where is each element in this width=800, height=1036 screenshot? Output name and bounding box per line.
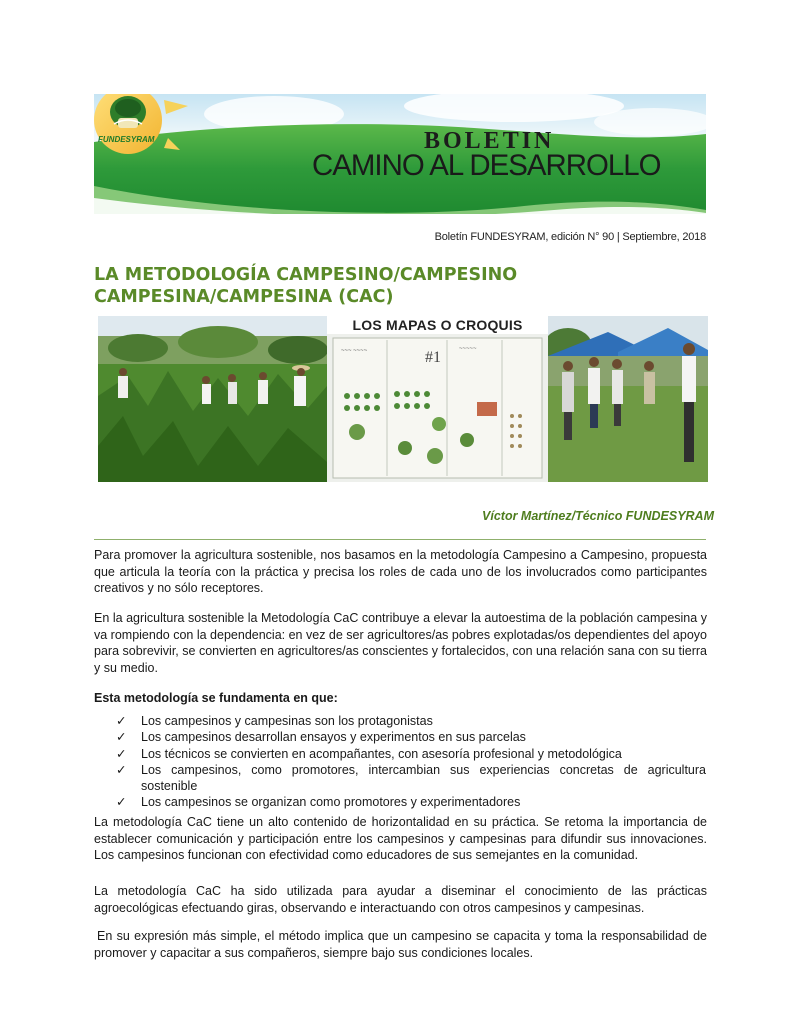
- list-item: ✓ Los campesinos y campesinas son los protagonistas: [116, 714, 433, 728]
- svg-text:~~~~~: ~~~~~: [459, 346, 477, 352]
- list-intro: Esta metodología se fundamenta en que:: [94, 691, 338, 705]
- checkmark-icon: ✓: [116, 762, 127, 777]
- list-item: ✓ Los campesinos, como promotores, intercambian sus experiencias concretas de agricultura sostenible: [116, 762, 706, 794]
- article-title: [94, 264, 714, 308]
- paragraph-1: Para promover la agricultura sostenible, nos basamos en la metodología Campesino a Campesino, propuesta que articula la teoría con la práctica y precisa los roles de cada uno de los involucrados como participantes creativos y no sólo receptores.: [94, 548, 707, 595]
- checkmark-icon: ✓: [116, 730, 127, 745]
- edition-line: Boletín FUNDESYRAM, edición N° 90 | Septiembre, 2018: [434, 231, 706, 243]
- svg-text:#1: #1: [425, 349, 441, 366]
- svg-text:~~~ ~~~~: ~~~ ~~~~: [341, 348, 368, 354]
- principles-list: [116, 713, 706, 811]
- newsletter-banner: [94, 94, 706, 214]
- checkmark-icon: ✓: [116, 795, 127, 810]
- list-item: ✓ Los campesinos se organizan como promotores y experimentadores: [116, 795, 521, 810]
- list-item: ✓ Los técnicos se convierten en acompañantes, con asesoría profesional y metodológica: [116, 746, 622, 761]
- article-title-line-1: LA METODOLOGÍA CAMPESINO/CAMPESINO: [94, 265, 518, 285]
- logo-wordmark: FUNDESYRAM: [98, 135, 155, 144]
- paragraph-4: La metodología CaC tiene un alto contenido de horizontalidad en su práctica. Se retoma la importancia de establecer comunicación y participación entre los campesinos y campesinas para difundir sus innovaciones. Los campesinos funcionan con efectividad como educadores de sus semejantes en la comunidad.: [94, 815, 707, 862]
- photo-field-group: [98, 316, 327, 482]
- banner-title-main: CAMINO AL DESARROLLO: [312, 149, 661, 182]
- checkmark-icon: ✓: [116, 714, 127, 728]
- paragraph-2: En la agricultura sostenible la Metodología CaC contribuye a elevar la autoestima de la población campesina y va rompiendo con la dependencia: en vez de ser agricultores/as pobres explotadas/os dependientes del apoyo para sobrevivir, se convierten en agricultores/as conscientes y fortalecidos, con una relación sana con su tierra y su medio.: [94, 611, 707, 675]
- fundesyram-logo: [94, 94, 166, 152]
- map-caption: LOS MAPAS O CROQUIS: [352, 317, 523, 333]
- paragraph-5: La metodología CaC ha sido utilizada para ayudar a diseminar el conocimiento de las prácticas agroecológicas efectuando giras, observando e interactuando con otros campesinos y campesinas.: [94, 884, 707, 915]
- photo-map-sketch: [327, 316, 548, 482]
- banner-title-top: BOLETIN: [424, 128, 555, 154]
- checkmark-icon: ✓: [116, 746, 127, 761]
- article-author: Víctor Martínez/Técnico FUNDESYRAM: [482, 509, 714, 523]
- list-item: ✓ Los campesinos desarrollan ensayos y experimentos en sus parcelas: [116, 730, 526, 745]
- paragraph-6: En su expresión más simple, el método implica que un campesino se capacita y toma la responsabilidad de promover y capacitar a sus compañeros, siempre bajo sus condiciones locales.: [94, 929, 707, 960]
- photo-tent-group: [548, 316, 708, 482]
- section-divider: [94, 539, 706, 540]
- article-title-line-2: CAMPESINA/CAMPESINA (CAC): [94, 287, 394, 307]
